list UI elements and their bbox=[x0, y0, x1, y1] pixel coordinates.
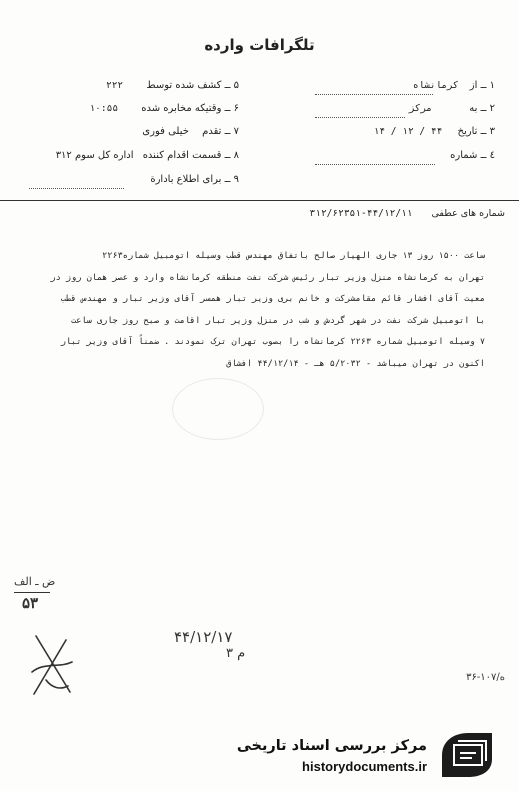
field-date bbox=[315, 126, 495, 137]
field-transmitted-at bbox=[29, 103, 239, 114]
handwritten-date: ۴۴/۱۲/۱۷ bbox=[174, 628, 233, 646]
field-label: ۸ ــ قسمت اقدام کننده bbox=[142, 150, 239, 161]
field-label: ٤ ــ شماره bbox=[450, 150, 495, 161]
field-value: کرمانشاه bbox=[412, 80, 459, 91]
document-code: ۳۶-۱۰۷/ه bbox=[466, 672, 505, 683]
field-label: ۲ ــ به bbox=[469, 103, 495, 114]
handwritten-sub: ۳ م bbox=[226, 646, 246, 661]
organization-name: مرکز بررسی اسناد تاریخی bbox=[236, 738, 427, 754]
field-value: ۴۴ / ۱۲ / ۱۴ bbox=[373, 126, 443, 137]
field-label: ۵ ــ کشف شده توسط bbox=[146, 80, 239, 91]
field-decoded-by bbox=[29, 80, 239, 91]
field-number bbox=[315, 150, 495, 161]
field-to bbox=[315, 103, 495, 114]
dotted-line bbox=[315, 82, 433, 95]
field-value: ۲۲۲ bbox=[105, 80, 124, 91]
field-value: خیلی فوری bbox=[142, 126, 189, 137]
faded-stamp bbox=[172, 378, 264, 440]
body-line: اکنون در تهران میباشد - ۵/۲۰۳۲ هـ - ۴۴/۱۲/۱۴ افشاق bbox=[226, 358, 485, 369]
body-line: با اتومبیل شرکت نفت در شهر گردش و شب در منزل وزیر تبار اقامت و صبح روز جاری ساعت bbox=[71, 315, 485, 326]
field-label: ۹ ــ برای اطلاع بادارة bbox=[150, 174, 239, 185]
dotted-line bbox=[29, 176, 124, 189]
archive-logo-icon bbox=[438, 729, 496, 781]
document-title: تلگرافات وارده bbox=[204, 36, 315, 54]
field-value: مرکز bbox=[409, 103, 433, 114]
field-label: ۶ ــ وقتیکه مخابره شده bbox=[141, 103, 239, 114]
field-action-dept bbox=[29, 150, 239, 161]
reference-label: شماره های عطفی bbox=[431, 208, 505, 219]
body-line: ۷ وسیله اتومبیل شماره ۲۲۶۳ کرمانشاه را بصوب تهران ترک نمودند . ضمناً آقای وزیر تبار bbox=[60, 337, 485, 348]
field-for-info bbox=[29, 174, 239, 185]
field-priority bbox=[29, 126, 239, 137]
header-divider bbox=[0, 200, 519, 201]
handwritten-number: ۵۳ bbox=[22, 594, 39, 612]
reference-value: ۴۴/۱۲/۱۱-۳۱۲/۶۲۳۵۱ bbox=[309, 208, 413, 219]
field-value: اداره کل سوم ۳۱۲ bbox=[55, 150, 134, 161]
field-label: ۱ ــ از bbox=[469, 80, 495, 91]
body-line: ساعت ۱۵۰۰ روز ۱۳ جاری الهیار صالح باتفاق مهندس قطب وسیله اتومبیل شماره۲۲۶۳ bbox=[102, 251, 485, 261]
note-underline bbox=[14, 592, 50, 593]
signature-scribble bbox=[26, 632, 78, 700]
body-line: تهران به کرمانشاه منزل وزیر تبار رئیس شرکت نفت منطقه کرمانشاه وارد و عصر همان روز در bbox=[50, 272, 485, 283]
field-label: ۷ ــ تقدم bbox=[202, 126, 239, 137]
field-label: ۳ ــ تاریخ bbox=[457, 126, 495, 137]
website-link[interactable]: historydocuments.ir bbox=[302, 759, 427, 774]
reference-row bbox=[310, 208, 506, 219]
body-line: معیت آقای افشار قائم مقامشرکت و خانم بری وزیر تبار همسر آقای وزیر تبار و مهندس قطب bbox=[60, 294, 485, 305]
field-value: ۱۰:۵۵ bbox=[89, 103, 119, 114]
dotted-line bbox=[315, 105, 405, 118]
field-from bbox=[315, 80, 495, 91]
dotted-line bbox=[315, 152, 435, 165]
telegram-body bbox=[40, 246, 485, 376]
handwritten-note: ض ـ الف bbox=[14, 575, 56, 588]
